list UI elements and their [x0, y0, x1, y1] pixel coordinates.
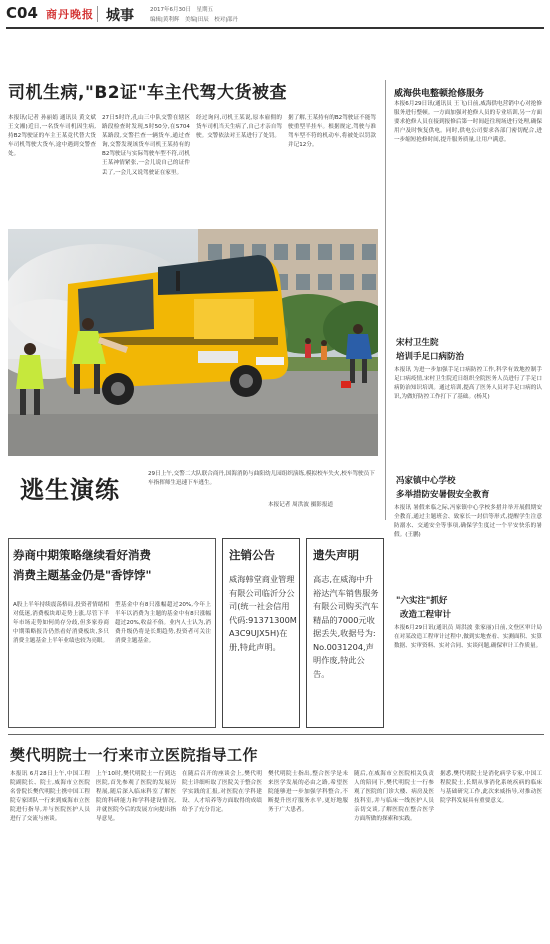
side-story-3-subtitle: 多举措防安暑假安全教育 — [396, 490, 490, 500]
fund-ad-col2: 型基金中有8只涨幅超过20%,今年上半年以消费为主题的基金中有8只涨幅超过20%,收益不俗。业内人士认为,消费升级仍将是长期趋势,投资者可关注消费主题基金。 — [115, 602, 211, 645]
news-photo — [8, 229, 378, 456]
header-divider — [97, 6, 98, 22]
section-name: 城事 — [106, 8, 134, 24]
photo-credit: 本报记者 周洪波 摄影报道 — [268, 502, 334, 508]
lost-notice — [306, 538, 384, 728]
main-story-title: 司机生病,"B2证"车主代驾大货被查 — [8, 83, 287, 103]
bottom-story-col3: 在随后召开的座谈会上,樊代明院士详细听取了医院关于整合医学实践的汇报,对医院在学科建设、人才培养等方面取得的成绩给予了充分肯定。 — [182, 771, 262, 814]
bottom-story-title: 樊代明院士一行来市立医院指导工作 — [10, 746, 259, 764]
lost-notice-body: 高志,在威海中升裕达汽车销售服务有限公司购买汽车精品的7000元收据丢失,收据号为:No.0031204,声明作废,特此公告。 — [313, 574, 379, 679]
school-bus-drill-photo — [8, 229, 378, 456]
side-story-4-subtitle: 改造工程审计 — [400, 610, 452, 620]
side-story-1-title: 威海供电整顿抢修服务 — [394, 89, 485, 99]
bottom-story-col1: 本报讯 6月28日上午,中国工程院副院长、院士,威海市立医院名誉院长樊代明院士携中国工程院专家团队一行来到威海市立医院进行指导,并与医院医护人员进行了交流与座谈。 — [10, 771, 90, 823]
cancellation-notice-title: 注销公告 — [229, 548, 275, 562]
bottom-story-col4: 樊代明院士指出,整合医学是未来医学发展的必由之路,希望医院能够进一步加强学科整合,不断提升医疗服务水平,更好地服务于广大患者。 — [268, 771, 348, 814]
side-story-1-body: 本报6月29日讯(通讯员 王飞)日前,威海供电营销中心对抢修服务进行整顿。一方面加强对抢修人员的专业培训,另一方面要求抢修人员在接到报修后第一时间赶往现场进行处理,确保用户及时恢复供电。同时,供电公司要求各部门密切配合,进一步缩短抢修时间,提升服务质量,让用户满意。 — [394, 101, 542, 144]
side-story-3-title: 冯家镇中心学校 — [396, 476, 456, 486]
date-line: 2017年6月30日 星期五 — [150, 7, 213, 13]
bottom-story-col6: 据悉,樊代明院士是消化病学专家,中国工程院院士,长期从事消化系统疾病的临床与基础研究工作,此次来威指导,对推动医院学科发展具有重要意义。 — [440, 771, 542, 805]
lost-notice-title: 遗失声明 — [313, 548, 359, 562]
side-story-4-title: "六实注"抓好 — [396, 596, 448, 606]
photo-story-title: 逃生演练 — [20, 476, 120, 504]
side-story-2-title: 宋村卫生院 — [396, 338, 439, 348]
side-story-2-subtitle: 培训手足口病防治 — [396, 352, 465, 362]
photo-caption: 29日上午,交警二大队联合商丹,国海消防与曲阳幼儿园组织演练,模拟校车失火,校车驾驶员下车指挥师生迅速下车逃生。 — [148, 471, 375, 486]
fund-ad-col1: A股上半年持续震荡格局,投资者情绪相对低迷,消费板块却走势上涨,尽管下半年市场走势如何尚存分歧,但多家券商中期策略报告仍然看好消费板块,多只消费主题基金上半年业绩也较为亮眼。 — [13, 602, 109, 645]
cancellation-notice — [222, 538, 300, 728]
side-story-4-body: 本报6月29日讯(通讯员 周洪波 张家丽)日前,文登区审计局在对某改造工程审计过程中,做到实地查看、实测面积、实算数据、实审资料、实对合同、实谈问题,确保审计工作质量。 — [394, 625, 542, 650]
fund-ad-box — [8, 538, 216, 728]
fund-ad-headline-1: 券商中期策略继续看好消费 — [13, 548, 151, 562]
main-story-col3: 经过询问,司机王某说,原本雇佣的货车司机当天生病了,自己才亲自驾驶。交警依法对王某进行了处罚。 — [196, 115, 282, 140]
main-story-col4: 据了解,王某持有的B2驾驶证不能驾驶重型半挂车。根据规定,驾驶与准驾车型不符的机动车,将被处以罚款并记12分。 — [288, 115, 376, 149]
page-code: C04 — [6, 4, 38, 22]
main-story-col2: 27日5时许,孔山三中队交警在辖区路段检查时发现,5时50分,在S704某路段,交警拦查一辆货车,通过查询,交警发现该货车司机王某持有的B2驾驶证与实际驾驶车型不符,司机王某神情紧张,一会儿说自己的证件丢了,一会儿又说驾驶证在家里。 — [102, 115, 190, 176]
right-column-divider — [385, 80, 386, 520]
bottom-story-col5: 随后,在威海市立医院相关负责人的陪同下,樊代明院士一行参观了医院的门诊大楼、病房及医技科室,并与临床一线医护人员亲切交谈,了解医院在整合医学方面所做的探索和实践。 — [354, 771, 434, 823]
editors-line: 编辑|黄利辉 美编|田辰 校对|邵丹 — [150, 17, 239, 23]
header-rule — [6, 27, 544, 29]
fund-ad-headline-2: 消费主题基金仍是"香饽饽" — [13, 568, 152, 582]
main-story-col1: 本报讯(记者 孙丽娟 通讯员 黄文斌 王文湘)近日,一名货车司机因生病,持B2驾驶证的车主王某竟代替大货车司机驾驶大货车,途中遇到交警查处。 — [8, 115, 96, 158]
side-story-2-body: 本报讯 为进一步加强手足口病防控工作,科学有效地控制手足口病疫情,宋村卫生院近日组织全院医务人员进行了手足口病防治知识培训。通过培训,提高了医务人员对手足口病的认识,为做好防控工作打下了基础。(杨芃) — [394, 367, 542, 401]
cancellation-notice-body: 威海韩堂商业管理有限公司临沂分公司(统一社会信用代码:91371300MA3C9UJX5H)在册,特此声明。 — [229, 574, 297, 652]
bottom-story-rule — [8, 734, 544, 735]
newspaper-logo: 商丹晚报 — [46, 8, 94, 21]
bottom-story-col2: 上午10时,樊代明院士一行到达医院,首先参观了医院的发展历程展,随后深入临床科室了解医院的科研能力和学科建设情况,并就医院今后的发展方向提出指导意见。 — [96, 771, 176, 823]
side-story-3-body: 本报讯 暑假来临之际,冯家镇中心学校多措并举开展假期安全教育,通过主题班会、致家长一封信等形式,提醒学生注意防溺水、交通安全等事项,确保学生度过一个平安快乐的暑假。(王鹏) — [394, 505, 542, 539]
